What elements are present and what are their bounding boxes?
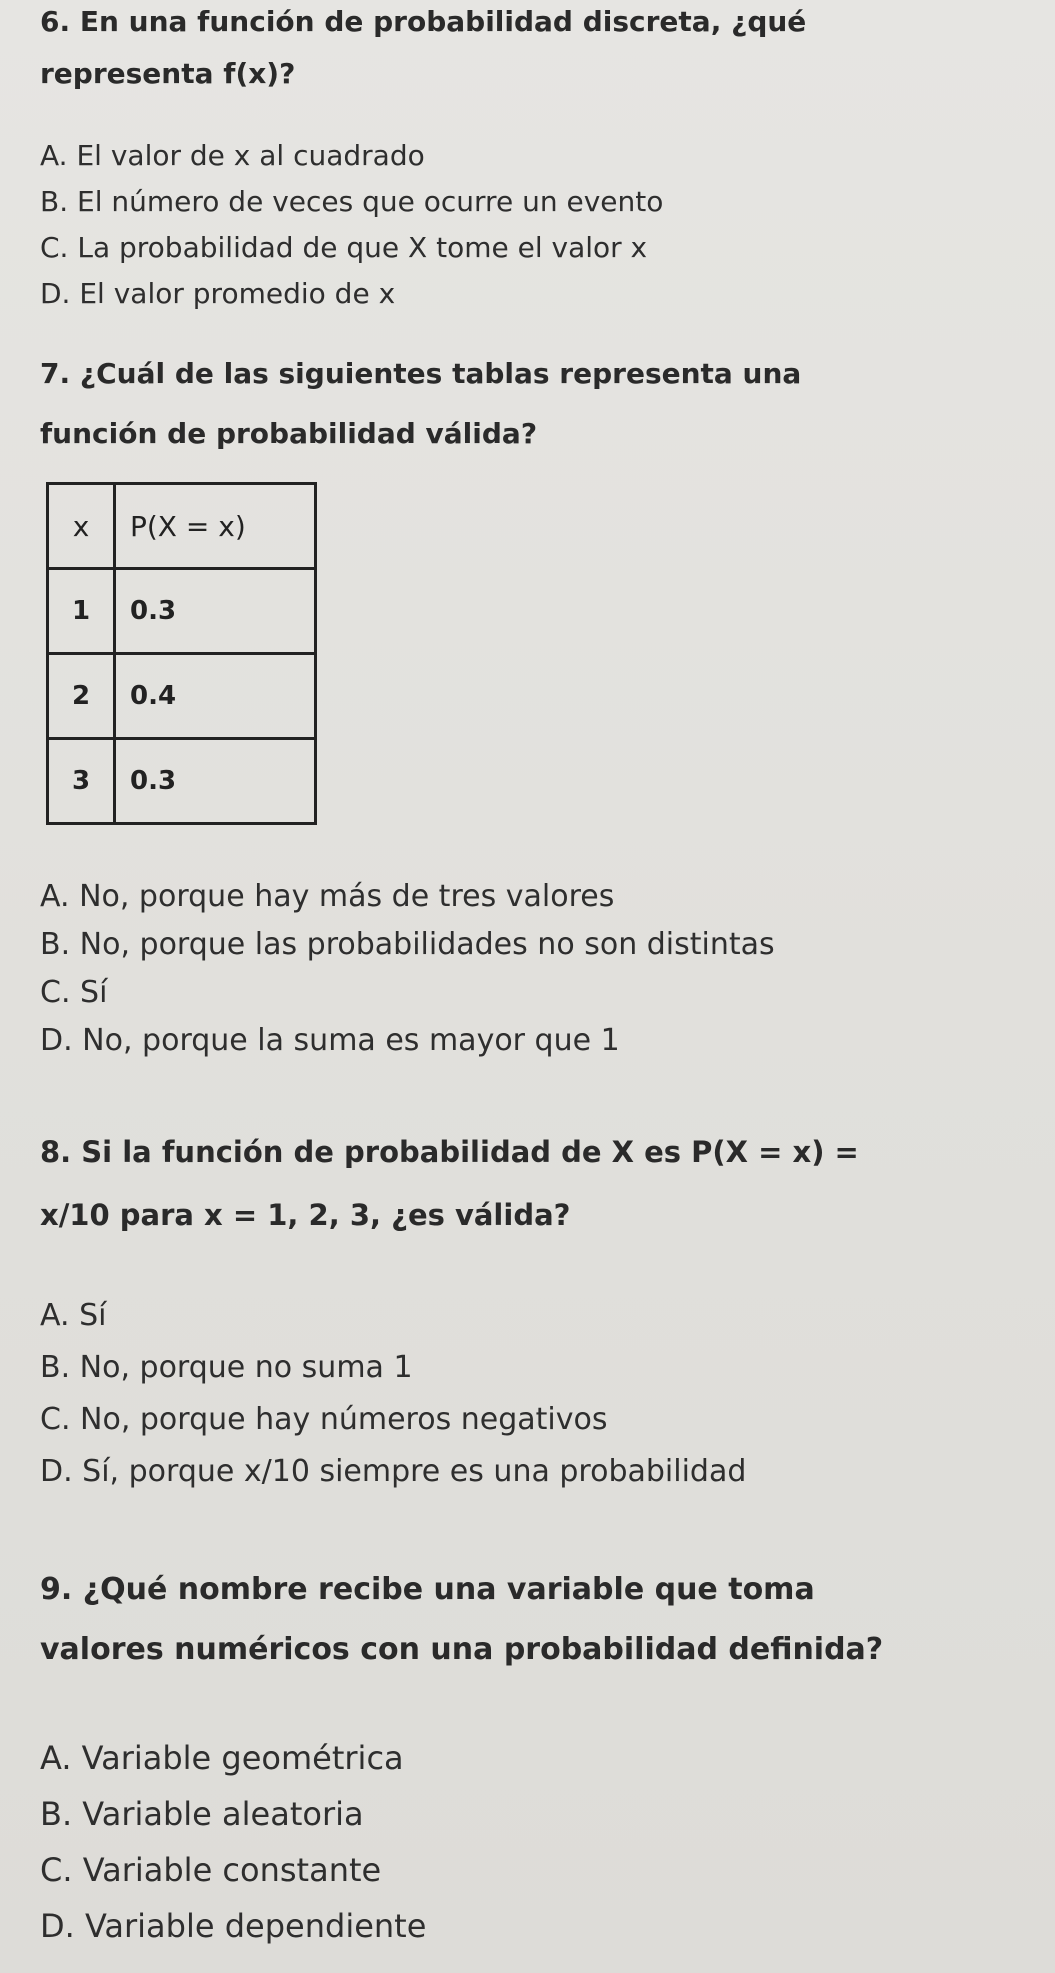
question-7-option-b: B. No, porque las probabilidades no son distintas xyxy=(40,927,775,962)
question-7-line-2: función de probabilidad válida? xyxy=(40,417,538,450)
question-9-option-b: B. Variable aleatoria xyxy=(40,1795,364,1833)
question-7-option-c: C. Sí xyxy=(40,975,108,1010)
question-6-option-d: D. El valor promedio de x xyxy=(40,277,396,310)
question-8-option-d: D. Sí, porque x/10 siempre es una probabilidad xyxy=(40,1454,747,1489)
question-6-option-b: B. El número de veces que ocurre un evento xyxy=(40,185,664,218)
question-9-option-d: D. Variable dependiente xyxy=(40,1907,427,1945)
question-6-option-a: A. El valor de x al cuadrado xyxy=(40,139,425,172)
question-8-line-2: x/10 para x = 1, 2, 3, ¿es válida? xyxy=(40,1198,571,1232)
question-7-line-1: 7. ¿Cuál de las siguientes tablas representa una xyxy=(40,357,802,390)
question-9-line-1: 9. ¿Qué nombre recibe una variable que toma xyxy=(40,1572,815,1607)
question-9-option-a: A. Variable geométrica xyxy=(40,1739,404,1777)
question-6-options xyxy=(40,133,663,317)
question-8-option-c: C. No, porque hay números negativos xyxy=(40,1402,608,1437)
probability-table xyxy=(46,482,317,825)
table-cell-probability: 0.3 xyxy=(115,569,316,654)
table-cell-x: 2 xyxy=(48,654,115,739)
table-cell-x: 3 xyxy=(48,739,115,824)
question-8-option-b: B. No, porque no suma 1 xyxy=(40,1350,413,1385)
question-8-options xyxy=(40,1290,746,1498)
question-6-option-c: C. La probabilidad de que X tome el valor x xyxy=(40,231,648,264)
question-9-option-c: C. Variable constante xyxy=(40,1851,382,1889)
table-header-x: x xyxy=(48,484,115,569)
table-cell-x: 1 xyxy=(48,569,115,654)
question-6-line-1: 6. En una función de probabilidad discreta, ¿qué xyxy=(40,5,807,38)
question-8-line-1: 8. Si la función de probabilidad de X es P(X = x) = xyxy=(40,1135,859,1169)
question-6-line-2: representa f(x)? xyxy=(40,57,296,90)
question-7-options xyxy=(40,873,775,1065)
table-header-probability: P(X = x) xyxy=(115,484,316,569)
table-header-row xyxy=(48,484,316,569)
question-8-option-a: A. Sí xyxy=(40,1298,107,1333)
question-9-options xyxy=(40,1730,426,1954)
table-cell-probability: 0.4 xyxy=(115,654,316,739)
question-7-option-d: D. No, porque la suma es mayor que 1 xyxy=(40,1023,620,1058)
table-row xyxy=(48,739,316,824)
question-9-line-2: valores numéricos con una probabilidad definida? xyxy=(40,1632,884,1667)
question-7-option-a: A. No, porque hay más de tres valores xyxy=(40,879,615,914)
table-row xyxy=(48,569,316,654)
table-cell-probability: 0.3 xyxy=(115,739,316,824)
table-row xyxy=(48,654,316,739)
